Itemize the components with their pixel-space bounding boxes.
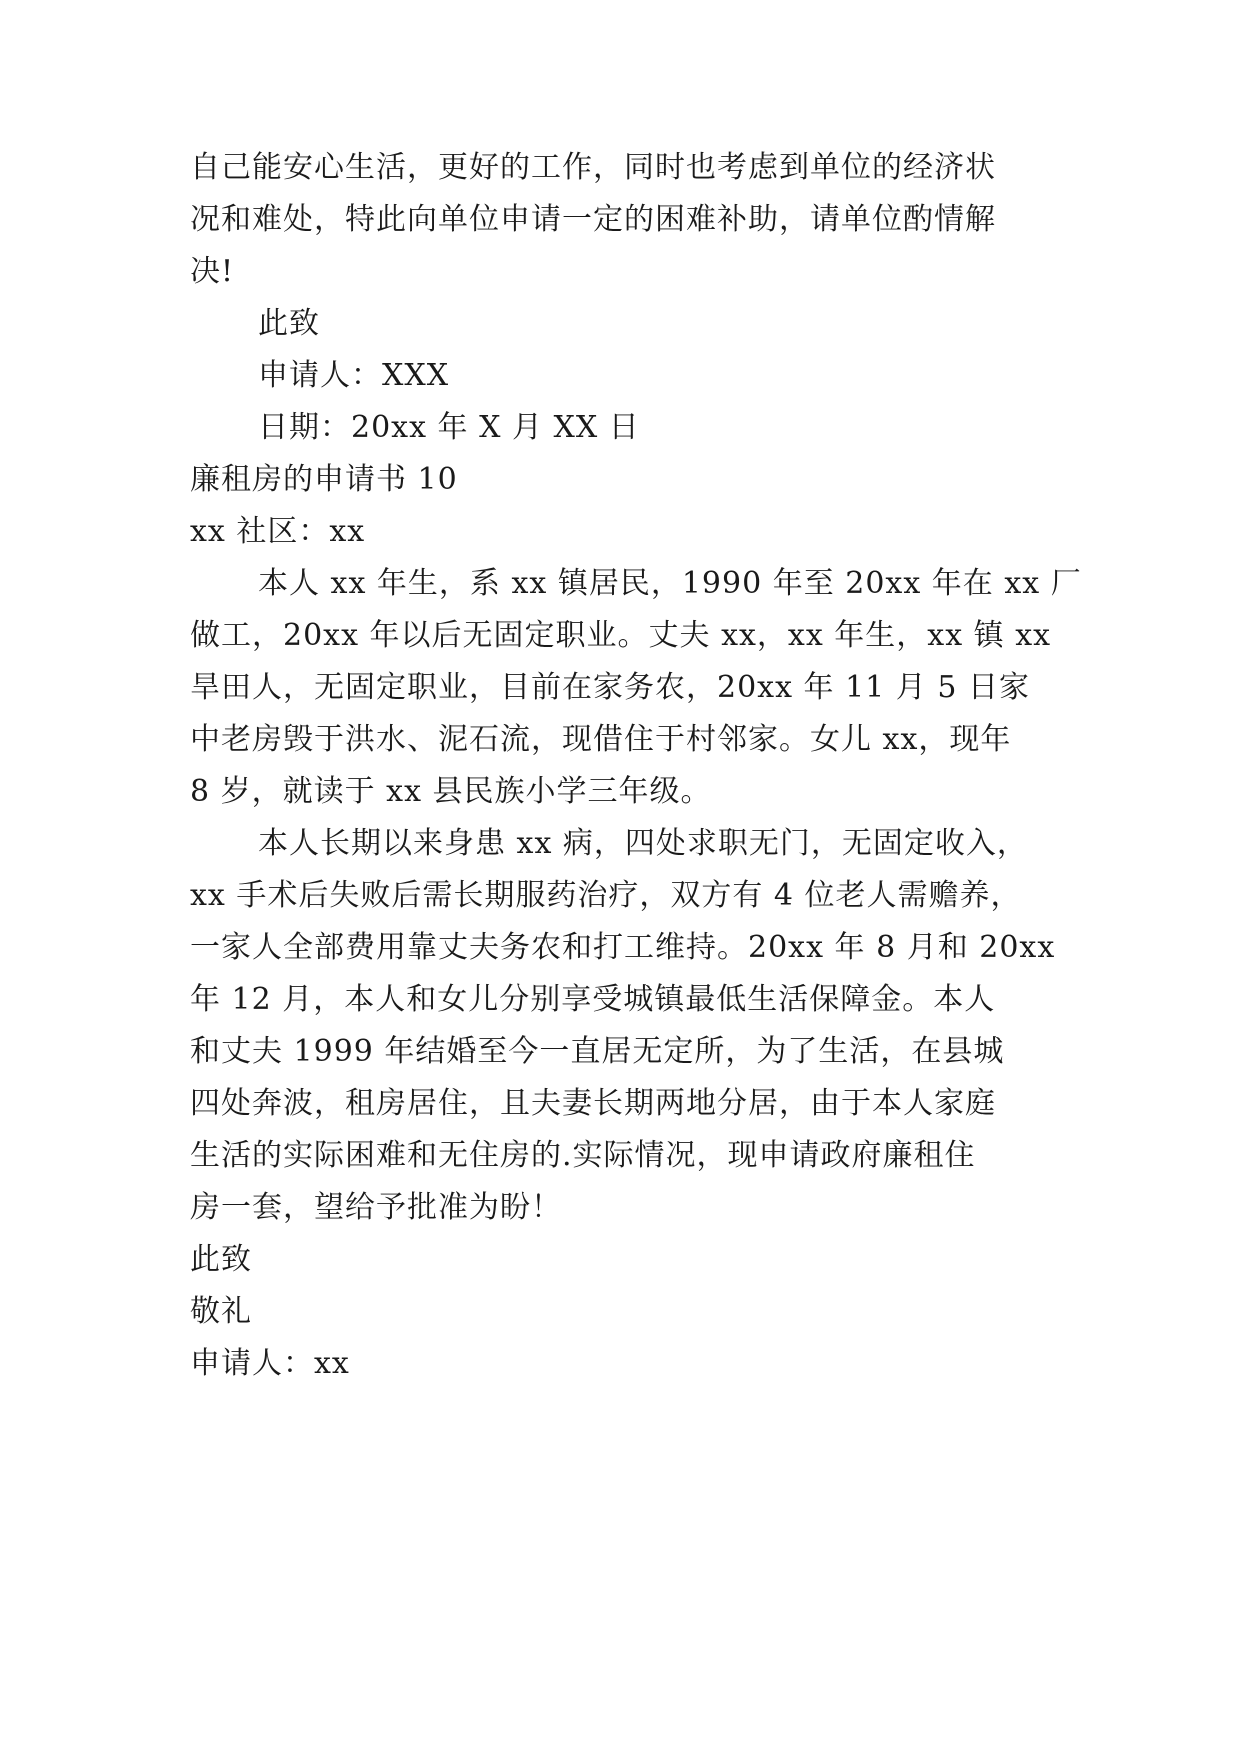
text-line: 自己能安心生活，更好的工作，同时也考虑到单位的经济状 bbox=[190, 150, 996, 185]
text-line: 决! bbox=[190, 254, 235, 289]
text-line: 中老房毁于洪水、泥石流，现借住于村邻家。女儿 xx，现年 bbox=[190, 722, 1012, 757]
text-line: 生活的实际困难和无住房的.实际情况，现申请政府廉租住 bbox=[190, 1138, 976, 1173]
text-line: 做工，20xx 年以后无固定职业。丈夫 xx，xx 年生，xx 镇 xx bbox=[190, 618, 1052, 653]
date-line: 日期：20xx 年 X 月 XX 日 bbox=[258, 410, 640, 445]
text-line: xx 手术后失败后需长期服药治疗，双方有 4 位老人需赡养， bbox=[190, 878, 1022, 913]
text-line: 年 12 月，本人和女儿分别享受城镇最低生活保障金。本人 bbox=[190, 982, 996, 1017]
text-line: 和丈夫 1999 年结婚至今一直居无定所，为了生活，在县城 bbox=[190, 1034, 1005, 1069]
closing-salutation: 此致 bbox=[258, 306, 320, 341]
text-line: 房一套，望给予批准为盼！ bbox=[190, 1190, 562, 1225]
applicant-signature: 申请人：xx bbox=[190, 1346, 350, 1381]
applicant-signature: 申请人：XXX bbox=[258, 358, 450, 393]
text-line: 8 岁，就读于 xx 县民族小学三年级。 bbox=[190, 774, 712, 809]
text-line: 本人 xx 年生，系 xx 镇居民，1990 年至 20xx 年在 xx 厂 bbox=[258, 566, 1082, 601]
text-line: 四处奔波，租房居住，且夫妻长期两地分居，由于本人家庭 bbox=[190, 1086, 996, 1121]
text-line: 旱田人，无固定职业，目前在家务农，20xx 年 11 月 5 日家 bbox=[190, 670, 1030, 705]
addressee: xx 社区：xx bbox=[190, 514, 366, 549]
text-line: 一家人全部费用靠丈夫务农和打工维持。20xx 年 8 月和 20xx bbox=[190, 930, 1056, 965]
closing-regards: 敬礼 bbox=[190, 1294, 252, 1329]
text-line: 本人长期以来身患 xx 病，四处求职无门，无固定收入， bbox=[258, 826, 1028, 861]
section-title: 廉租房的申请书 10 bbox=[190, 462, 458, 497]
text-line: 况和难处，特此向单位申请一定的困难补助，请单位酌情解 bbox=[190, 202, 996, 237]
closing-salutation: 此致 bbox=[190, 1242, 252, 1277]
